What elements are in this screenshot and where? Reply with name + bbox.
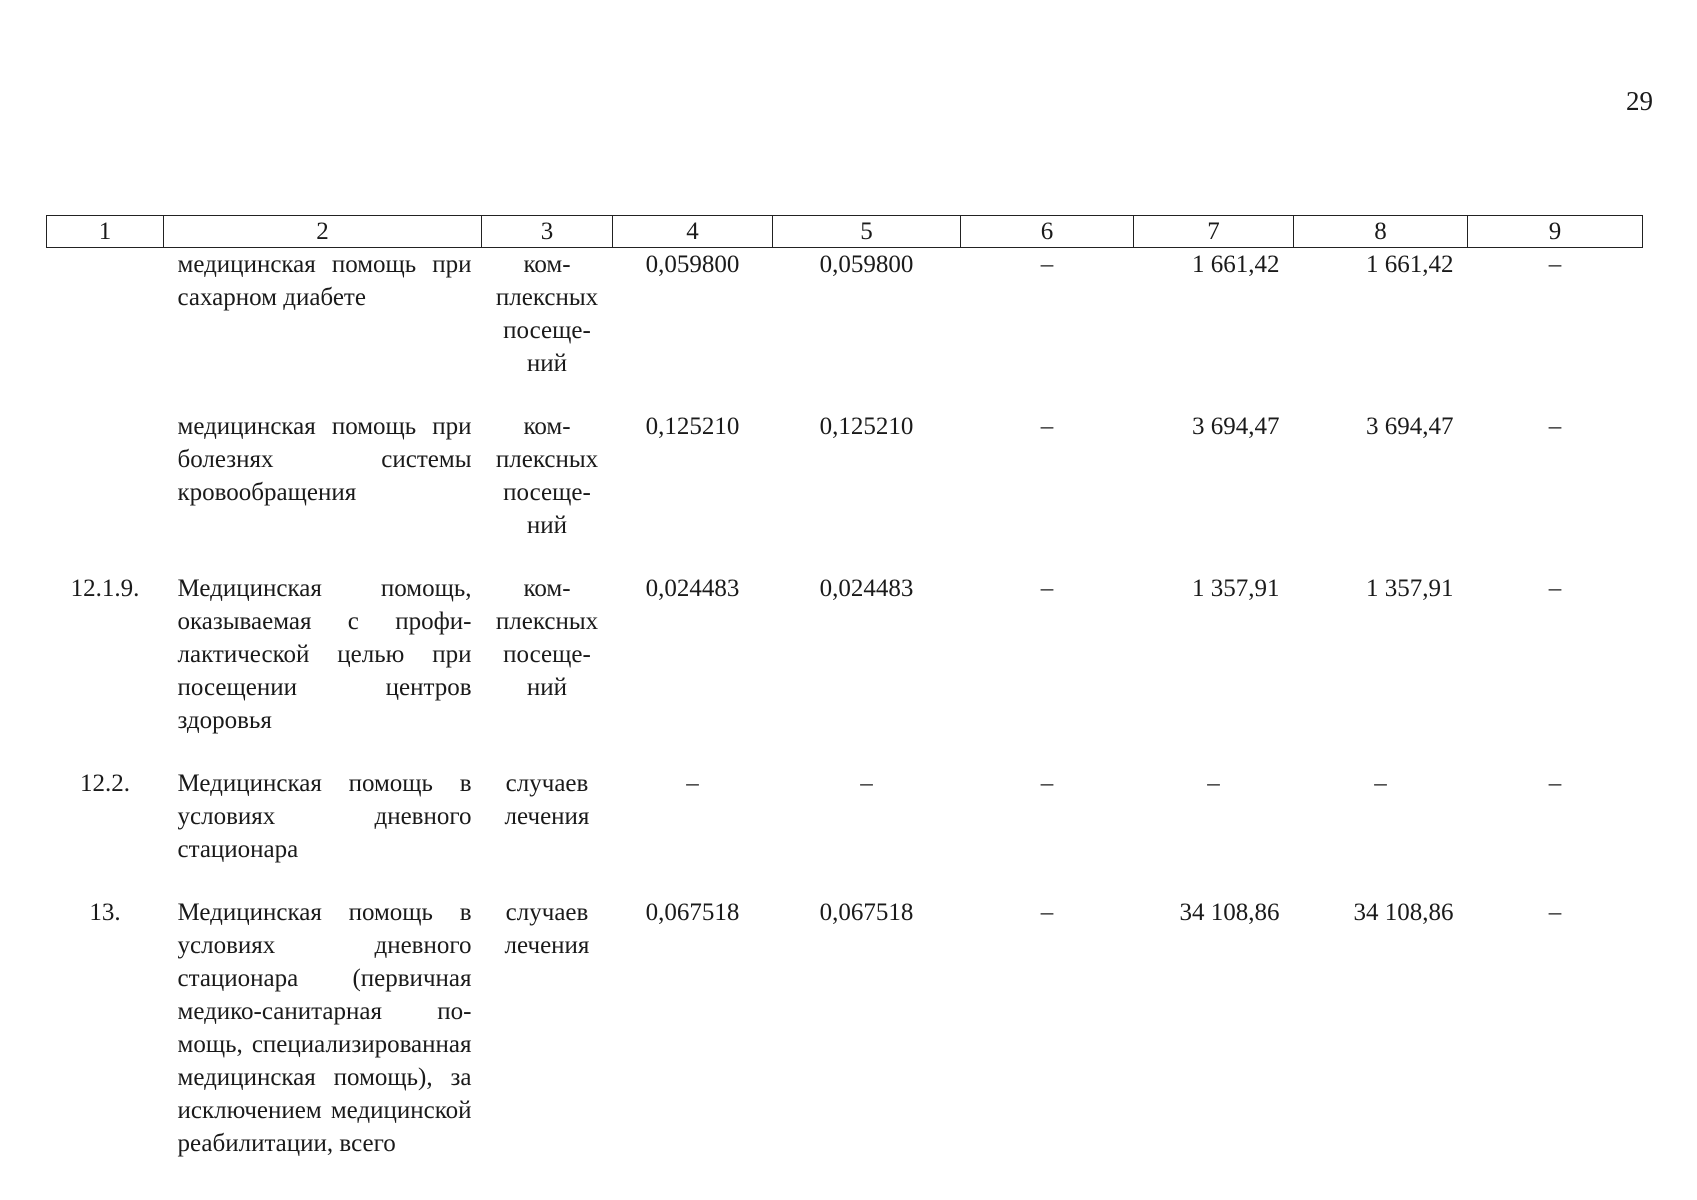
cell-col9: – [1548, 575, 1562, 602]
data-table [46, 215, 1643, 1190]
row-number [47, 248, 164, 411]
row-unit [482, 767, 613, 896]
table-row [47, 572, 1643, 767]
column-header: 8 [1294, 216, 1468, 248]
column-header: 6 [961, 216, 1134, 248]
cell-col5: – [860, 770, 873, 797]
cell-col8: 34 108,86 [1353, 899, 1454, 926]
column-header: 5 [773, 216, 961, 248]
cell-col6: – [1040, 770, 1054, 797]
unit-line: ний [526, 674, 568, 701]
unit-line: ком- [523, 575, 571, 602]
row-name: Медицинская помощь, оказываемая с профилактической целью при посещении центров здоровья [177, 575, 472, 734]
unit-line: случаев [505, 899, 589, 926]
unit-line: ний [526, 350, 568, 377]
cell-col8: 3 694,47 [1366, 413, 1454, 440]
cell-col8: – [1374, 770, 1387, 797]
row-unit [482, 410, 613, 572]
cell-col7: 1 357,91 [1192, 575, 1280, 602]
row-number: 13. [89, 899, 121, 926]
unit-line: лечения [504, 932, 590, 959]
page-number: 29 [1626, 86, 1653, 116]
cell-col7: 3 694,47 [1192, 413, 1280, 440]
row-name: Медицинская помощь в условиях дневного стационара [177, 770, 472, 863]
cell-col5: 0,067518 [819, 899, 914, 926]
cell-col9: – [1548, 251, 1562, 278]
unit-line: плексных [495, 284, 599, 311]
cell-col7: 1 661,42 [1192, 251, 1280, 278]
cell-col4: 0,125210 [645, 413, 740, 440]
cell-col4: 0,024483 [645, 575, 740, 602]
unit-line: случаев [505, 770, 589, 797]
cell-col5: 0,059800 [819, 251, 914, 278]
table-row [47, 767, 1643, 896]
cell-col9: – [1548, 899, 1562, 926]
cell-col6: – [1040, 575, 1054, 602]
row-unit [482, 572, 613, 767]
header-row [47, 216, 1643, 248]
unit-line: ком- [523, 413, 571, 440]
unit-line: плексных [495, 608, 599, 635]
unit-line: лечения [504, 803, 590, 830]
unit-line: посеще- [503, 479, 591, 506]
column-header: 4 [613, 216, 773, 248]
column-header: 2 [164, 216, 482, 248]
cell-col4: 0,067518 [645, 899, 740, 926]
cell-col9: – [1548, 770, 1562, 797]
row-name: Медицинская помощь в условиях дневного стационара (первичная медико-санитарная помощь, специализированная медицинская помощь), за исключением медицинской реабилитации, всего [177, 899, 472, 1157]
row-name: медицинская помощь при сахарном диабете [177, 251, 472, 311]
table-row [47, 896, 1643, 1190]
column-header: 7 [1134, 216, 1294, 248]
row-unit [482, 896, 613, 1190]
cell-col5: 0,024483 [819, 575, 914, 602]
cell-col6: – [1040, 413, 1054, 440]
unit-line: плексных [495, 446, 599, 473]
column-header: 1 [47, 216, 164, 248]
cell-col8: 1 357,91 [1366, 575, 1454, 602]
table-row [47, 410, 1643, 572]
column-header: 9 [1468, 216, 1643, 248]
cell-col9: – [1548, 413, 1562, 440]
row-number: 12.1.9. [70, 575, 140, 602]
column-header: 3 [482, 216, 613, 248]
unit-line: ком- [523, 251, 571, 278]
table-row [47, 248, 1643, 411]
row-unit [482, 248, 613, 411]
cell-col4: 0,059800 [645, 251, 740, 278]
unit-line: ний [526, 512, 568, 539]
row-name: медицинская помощь при болезнях системы кровообращения [177, 413, 472, 506]
row-number [47, 410, 164, 572]
cell-col5: 0,125210 [819, 413, 914, 440]
cell-col4: – [686, 770, 699, 797]
cell-col7: 34 108,86 [1179, 899, 1280, 926]
unit-line: посеще- [503, 317, 591, 344]
cell-col7: – [1207, 770, 1220, 797]
unit-line: посеще- [503, 641, 591, 668]
cell-col6: – [1040, 899, 1054, 926]
cell-col6: – [1040, 251, 1054, 278]
cell-col8: 1 661,42 [1366, 251, 1454, 278]
row-number: 12.2. [80, 770, 130, 797]
